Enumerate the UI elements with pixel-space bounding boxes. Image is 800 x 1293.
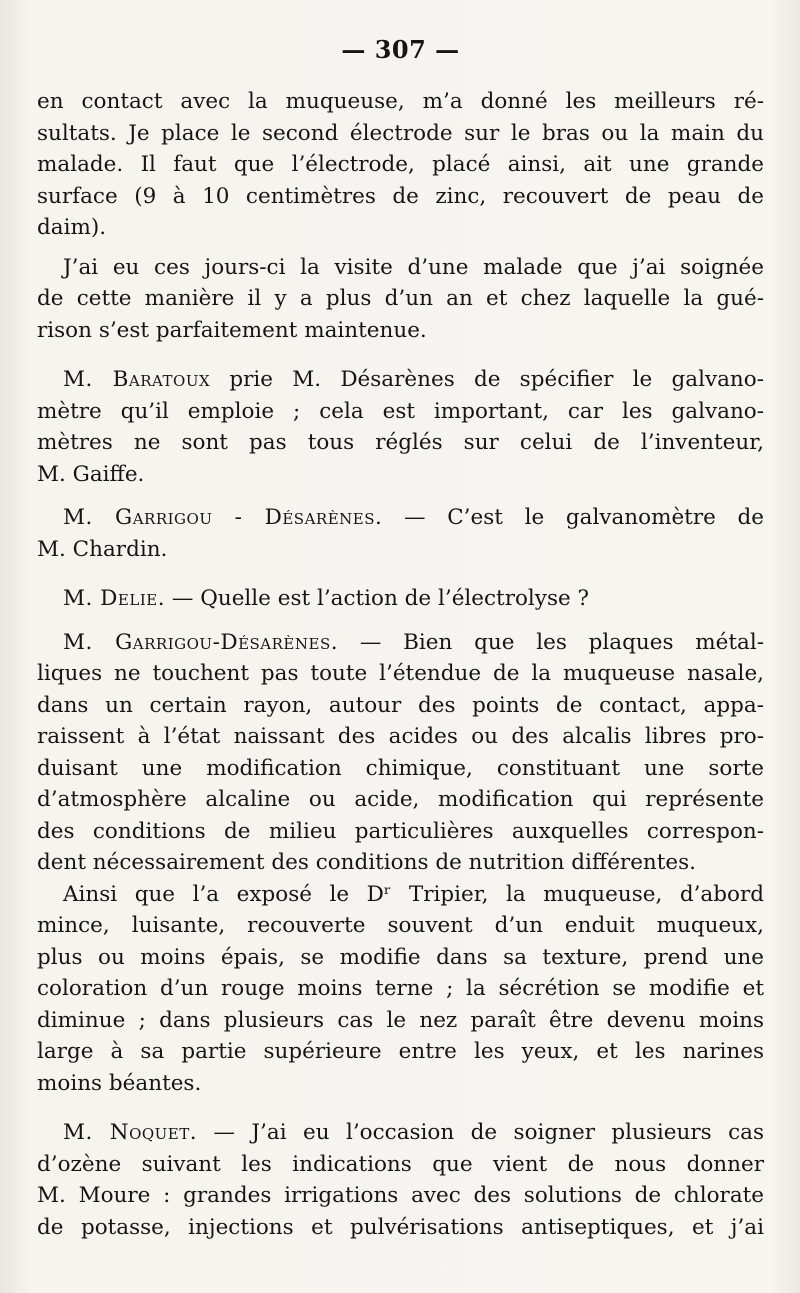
paragraph <box>37 86 764 244</box>
text-line: duisant une modification chimique, constituant une sorte <box>37 755 764 781</box>
paragraph <box>37 583 764 615</box>
speaker-name: M. Noquet. <box>63 1120 198 1145</box>
text-line: M. Chardin. <box>37 536 168 562</box>
text-line: M. Moure : grandes irrigations avec des solutions de chlorate <box>37 1183 764 1208</box>
text-line: Ainsi que l’a exposé le Dʳ Tripier, la muqueuse, d’abord <box>63 881 764 907</box>
paragraph <box>37 879 764 1100</box>
text-line: surface (9 à 10 centimètres de zinc, recouvert de peau de <box>37 183 764 209</box>
text-line: d’ozène suivant les indications que vient de nous donner <box>37 1151 764 1177</box>
paragraph <box>37 1117 764 1243</box>
text-line: raissent à l’état naissant des acides ou des alcalis libres pro- <box>37 724 764 749</box>
paragraph <box>37 252 764 347</box>
text-line: rison s’est parfaitement maintenue. <box>37 317 427 343</box>
paragraph <box>37 627 764 879</box>
text-line: moins béantes. <box>37 1070 202 1096</box>
page-number: — 307 — <box>341 35 460 64</box>
speaker-name: M. Delie. <box>63 586 166 611</box>
paragraph <box>37 364 764 490</box>
text-line: malade. Il faut que l’électrode, placé ainsi, ait une grande <box>37 152 764 177</box>
text-line: dent nécessairement des conditions de nutrition différentes. <box>37 850 697 875</box>
text-line: mètres ne sont pas tous réglés sur celui de l’inventeur, <box>37 430 764 455</box>
text-line: mètre qu’il emploie ; cela est important, car les galvano- <box>37 398 764 424</box>
text-line: large à sa partie supérieure entre les yeux, et les narines <box>37 1039 764 1064</box>
text-line: liques ne touchent pas toute l’étendue de la muqueuse nasale, <box>37 661 764 686</box>
text-line: M. Delie. — Quelle est l’action de l’électrolyse ? <box>63 586 590 611</box>
text-line: des conditions de milieu particulières auxquelles correspon- <box>37 818 764 844</box>
text-line: J’ai eu ces jours-ci la visite d’une malade que j’ai soignée <box>63 254 764 280</box>
text-line: de cette manière il y a plus d’un an et chez laquelle la gué- <box>37 286 764 311</box>
text-line: coloration d’un rouge moins terne ; la sécrétion se modifie et <box>37 976 764 1001</box>
speaker-name: M. Baratoux <box>63 367 211 392</box>
text-line: daim). <box>37 215 107 240</box>
text-line: de potasse, injections et pulvérisations antiseptiques, et j’ai <box>37 1214 764 1240</box>
text-line: plus ou moins épais, se modifie dans sa texture, prend une <box>37 944 764 970</box>
paragraph <box>37 502 764 565</box>
text-line: mince, luisante, recouverte souvent d’un enduit muqueux, <box>37 913 764 938</box>
speaker-name: M. Garrigou - Désarènes. <box>63 505 383 530</box>
text-line: d’atmosphère alcaline ou acide, modification qui représente <box>37 787 764 812</box>
text-line: M. Garrigou-Désarènes. — Bien que les plaques métal- <box>63 629 764 655</box>
text-line: diminue ; dans plusieurs cas le nez paraît être devenu moins <box>37 1007 764 1033</box>
text-line: M. Noquet. — J’ai eu l’occasion de soigner plusieurs cas <box>63 1120 764 1145</box>
text-line: M. Garrigou - Désarènes. — C’est le galvanomètre de <box>63 505 764 530</box>
text-line: en contact avec la muqueuse, m’a donné les meilleurs ré- <box>37 89 764 114</box>
text-line: M. Baratoux prie M. Désarènes de spécifier le galvano- <box>63 367 764 392</box>
text-line: M. Gaiffe. <box>37 461 145 487</box>
speaker-name: M. Garrigou-Désarènes. <box>63 629 339 655</box>
text-line: sultats. Je place le second électrode sur le bras ou la main du <box>37 120 764 146</box>
text-line: dans un certain rayon, autour des points de contact, appa- <box>37 692 764 718</box>
